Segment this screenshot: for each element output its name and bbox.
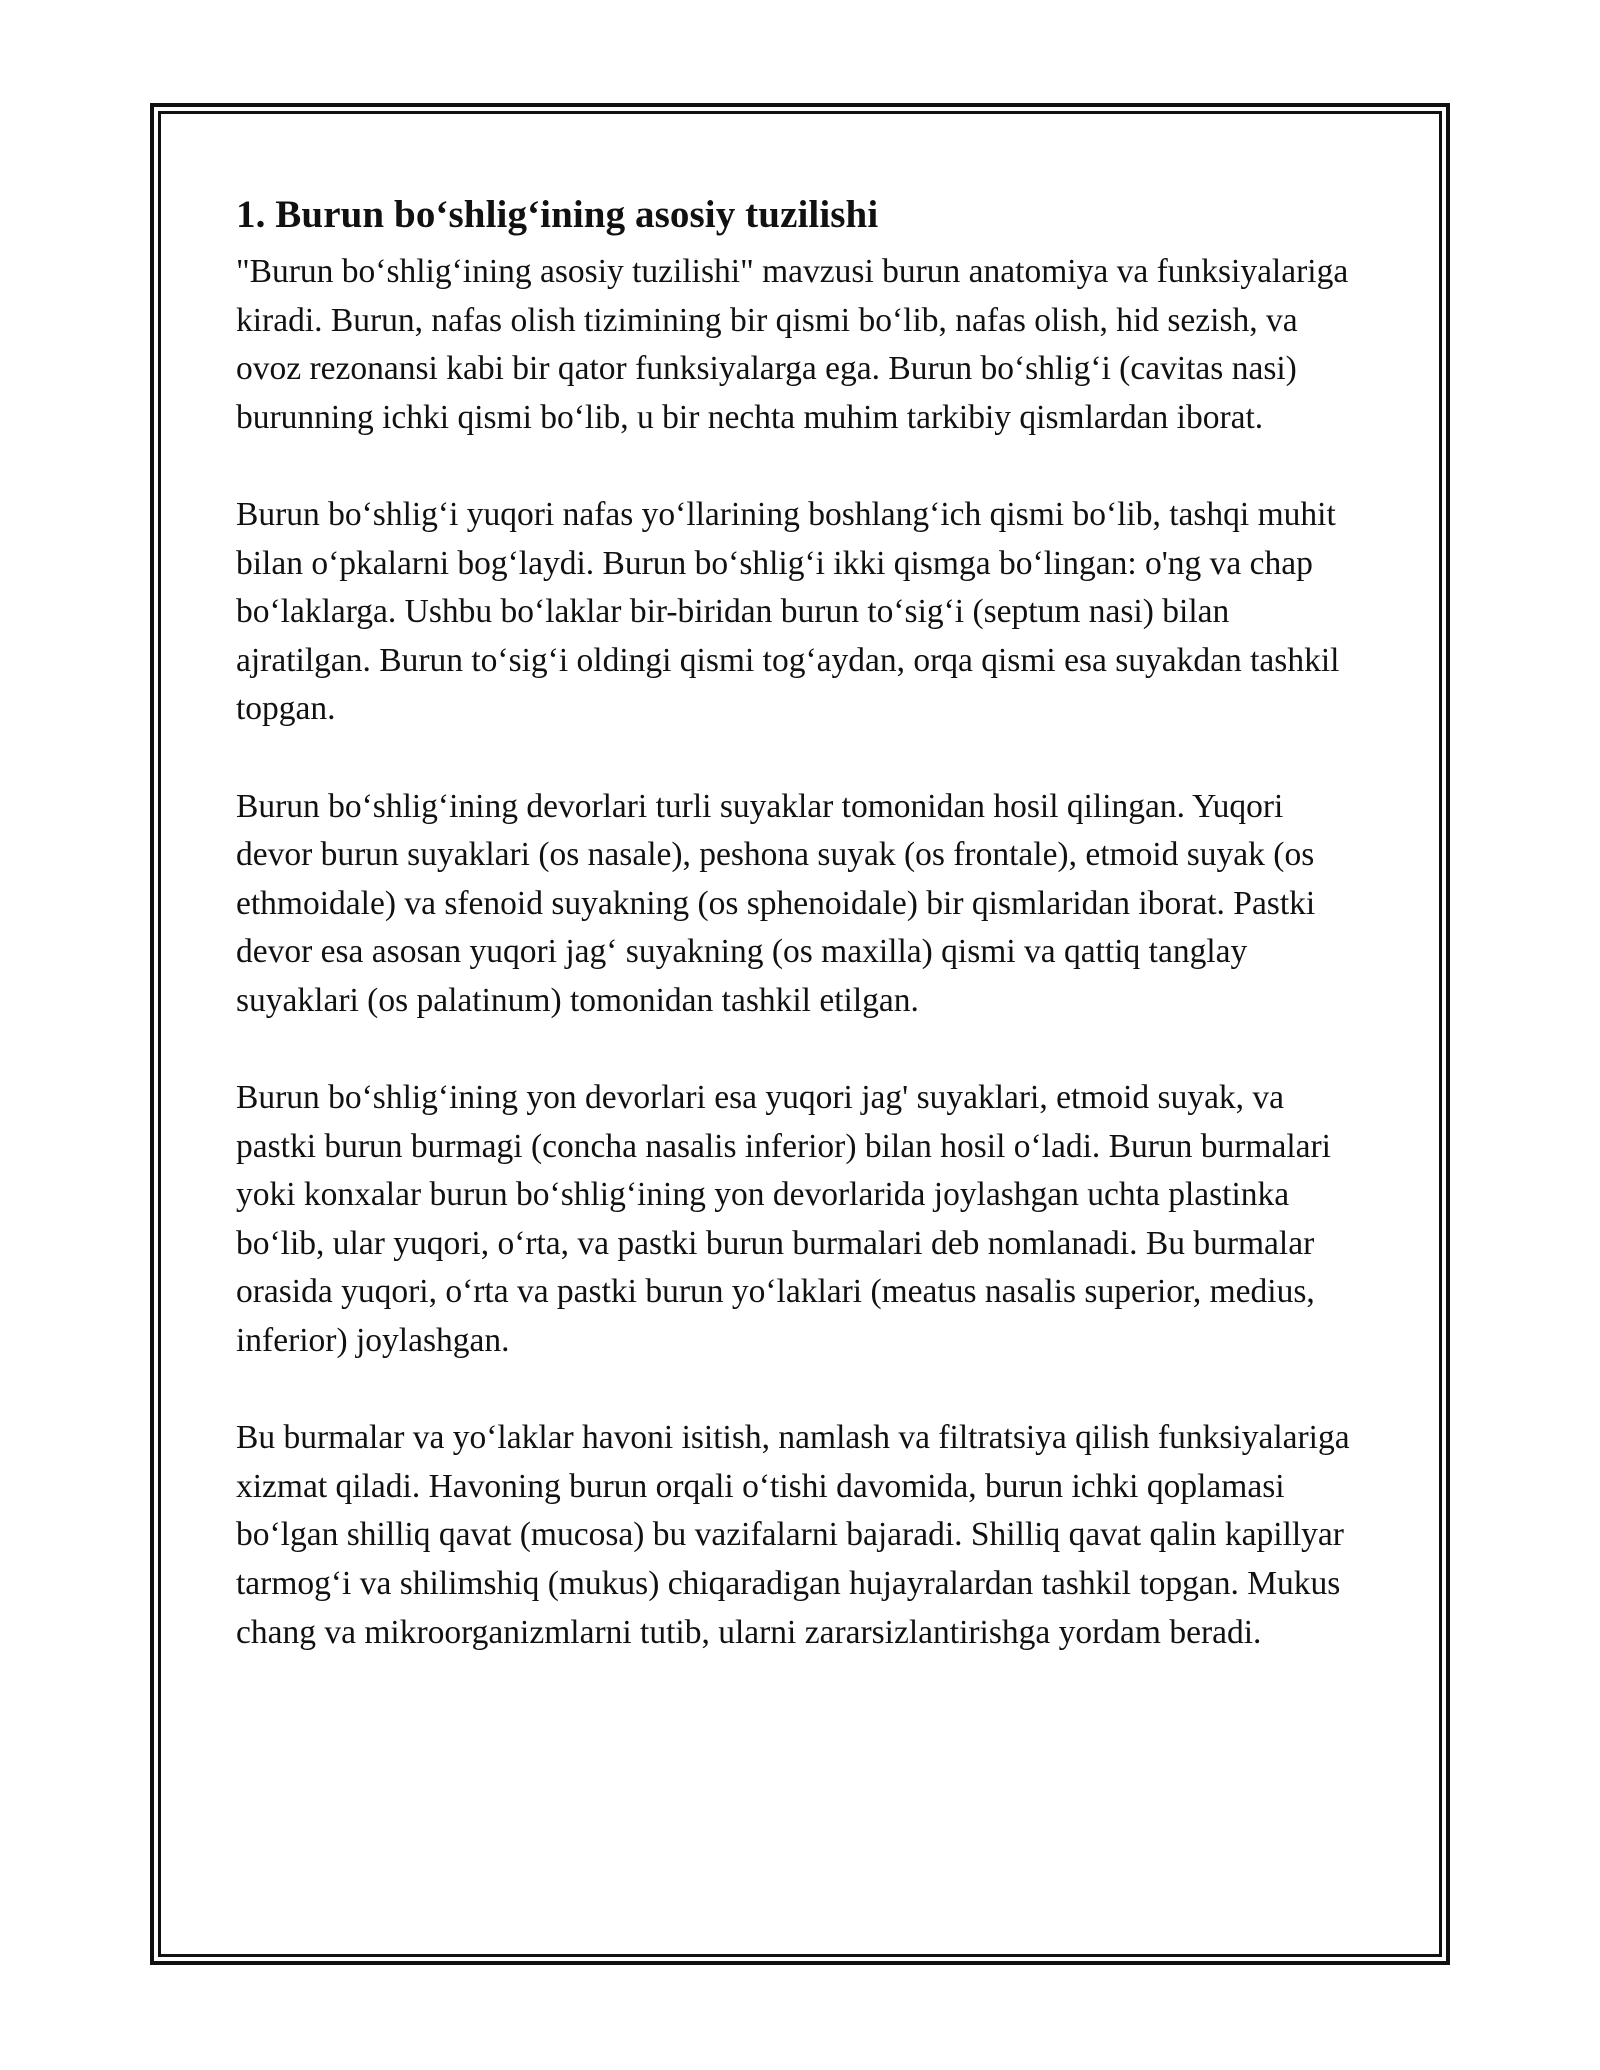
paragraph-lateral-walls: Burun bo‘shlig‘ining yon devorlari esa yuqori jag' suyaklari, etmoid suyak, va pastki burun burmagi (concha nasalis inferior) bilan hosil o‘ladi. Burun burmalari yoki konxalar burun bo‘shlig‘ining yon devorlarida joylashgan uchta plastinka bo‘lib, ular yuqori, o‘rta, va pastki burun burmalari deb nomlanadi. Bu burmalar orasida yuqori, o‘rta va pastki burun yo‘laklari (meatus nasalis superior, medius, inferior) joylashgan. — [236, 1079, 1331, 1360]
section-heading: 1. Burun bo‘shlig‘ining asosiy tuzilishi — [236, 193, 879, 236]
paragraph-intro: "Burun bo‘shlig‘ining asosiy tuzilishi" mavzusi burun anatomiya va funksiyalariga kiradi. Burun, nafas olish tizimining bir qismi bo‘lib, nafas olish, hid sezish, va ovoz rezonansi kabi bir qator funksiyalarga ega. Burun bo‘shlig‘i (cavitas nasi) burunning ichki qismi bo‘lib, u bir nechta muhim tarkibiy qismlardan iborat. — [236, 253, 1349, 436]
paragraph-cavity-walls: Burun bo‘shlig‘ining devorlari turli suyaklar tomonidan hosil qilingan. Yuqori devor burun suyaklari (os nasale), peshona suyak (os frontale), etmoid suyak (os ethmoidale) va sfenoid suyakning (os sphenoidale) bir qismlaridan iborat. Pastki devor esa asosan yuqori jag‘ suyakning (os maxilla) qismi va qattiq tanglay suyaklari (os palatinum) tomonidan tashkil etilgan. — [236, 787, 1316, 1019]
paragraph-nasal-cavity-division: Burun bo‘shlig‘i yuqori nafas yo‘llarining boshlang‘ich qismi bo‘lib, tashqi muhit bilan o‘pkalarni bog‘laydi. Burun bo‘shlig‘i ikki qismga bo‘lingan: o'ng va chap bo‘laklarga. Ushbu bo‘laklar bir-biridan burun to‘sig‘i (septum nasi) bilan ajratilgan. Burun to‘sig‘i oldingi qismi tog‘aydan, orqa qismi esa suyakdan tashkil topgan. — [236, 495, 1340, 728]
paragraph-mucosa-functions: Bu burmalar va yo‘laklar havoni isitish, namlash va filtratsiya qilish funksiyalariga xizmat qiladi. Havoning burun orqali o‘tishi davomida, burun ichki qoplamasi bo‘lgan shilliq qavat (mucosa) bu vazifalarni bajaradi. Shilliq qavat qalin kapillyar tarmog‘i va shilimshiq (mukus) chiqaradigan hujayralardan tashkil topgan. Mukus chang va mikroorganizmlarni tutib, ularni zararsizlantirishga yordam beradi. — [236, 1419, 1350, 1651]
document-body — [236, 186, 1366, 1657]
